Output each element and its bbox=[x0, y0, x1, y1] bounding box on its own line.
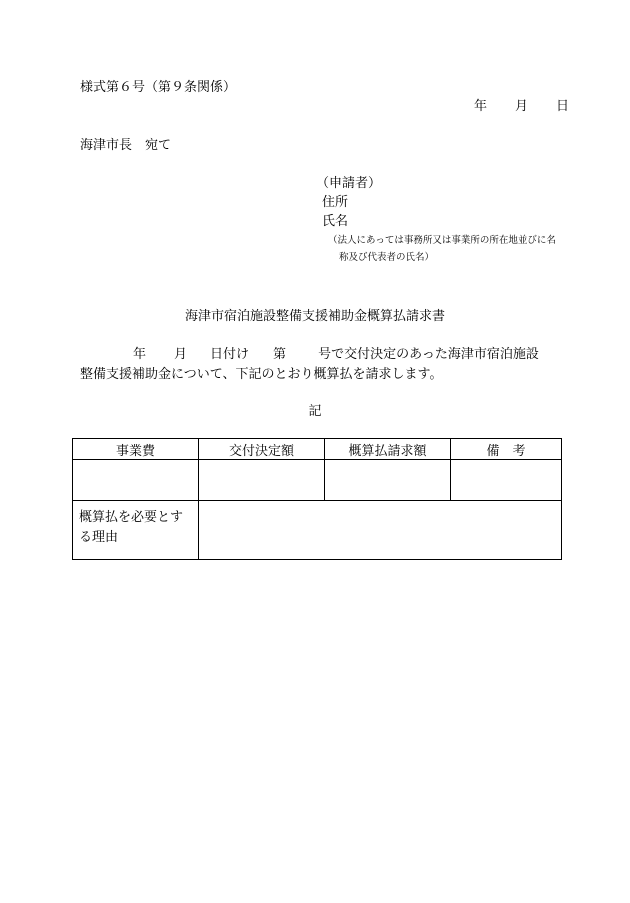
corporate-note-line-2: 称及び代表者の氏名） bbox=[339, 252, 435, 263]
header-remarks: 備 考 bbox=[451, 439, 562, 460]
body-line-1 bbox=[80, 347, 539, 363]
advance-request-amount-cell[interactable] bbox=[325, 460, 451, 501]
body-line-1-tail: 号で交付決定のあった海津市宿泊施設 bbox=[318, 347, 539, 362]
address-label: 住所 bbox=[322, 195, 349, 210]
corporate-note-line-1: （法人にあっては事務所又は事業所の所在地並びに名 bbox=[328, 235, 556, 246]
date-line bbox=[474, 99, 569, 115]
grant-decision-amount-cell[interactable] bbox=[199, 460, 325, 501]
name-label: 氏名 bbox=[322, 214, 349, 229]
reason-cell[interactable] bbox=[199, 501, 562, 560]
date-year: 年 bbox=[474, 99, 488, 114]
header-advance-request-amount: 概算払請求額 bbox=[325, 439, 451, 460]
header-grant-decision-amount: 交付決定額 bbox=[199, 439, 325, 460]
applicant-heading: （申請者） bbox=[316, 176, 382, 191]
date-day: 日 bbox=[556, 99, 570, 114]
ki-heading: 記 bbox=[308, 404, 322, 419]
body-number-prefix: 第 bbox=[273, 347, 287, 362]
date-month: 月 bbox=[515, 99, 529, 114]
addressee: 海津市長 宛て bbox=[80, 138, 172, 153]
body-dated: 日付け bbox=[210, 347, 250, 362]
body-year: 年 bbox=[133, 347, 147, 362]
remarks-cell[interactable] bbox=[451, 460, 562, 501]
document-title: 海津市宿泊施設整備支援補助金概算払請求書 bbox=[184, 309, 445, 324]
request-table bbox=[72, 438, 562, 560]
reason-label: 概算払を必要とする理由 bbox=[73, 501, 199, 560]
body-line-2: 整備支援補助金について、下記のとおり概算払を請求します。 bbox=[80, 367, 443, 382]
header-project-cost: 事業費 bbox=[73, 439, 199, 460]
body-month: 月 bbox=[174, 347, 188, 362]
project-cost-cell[interactable] bbox=[73, 460, 199, 501]
form-number: 様式第６号（第９条関係） bbox=[80, 80, 237, 95]
